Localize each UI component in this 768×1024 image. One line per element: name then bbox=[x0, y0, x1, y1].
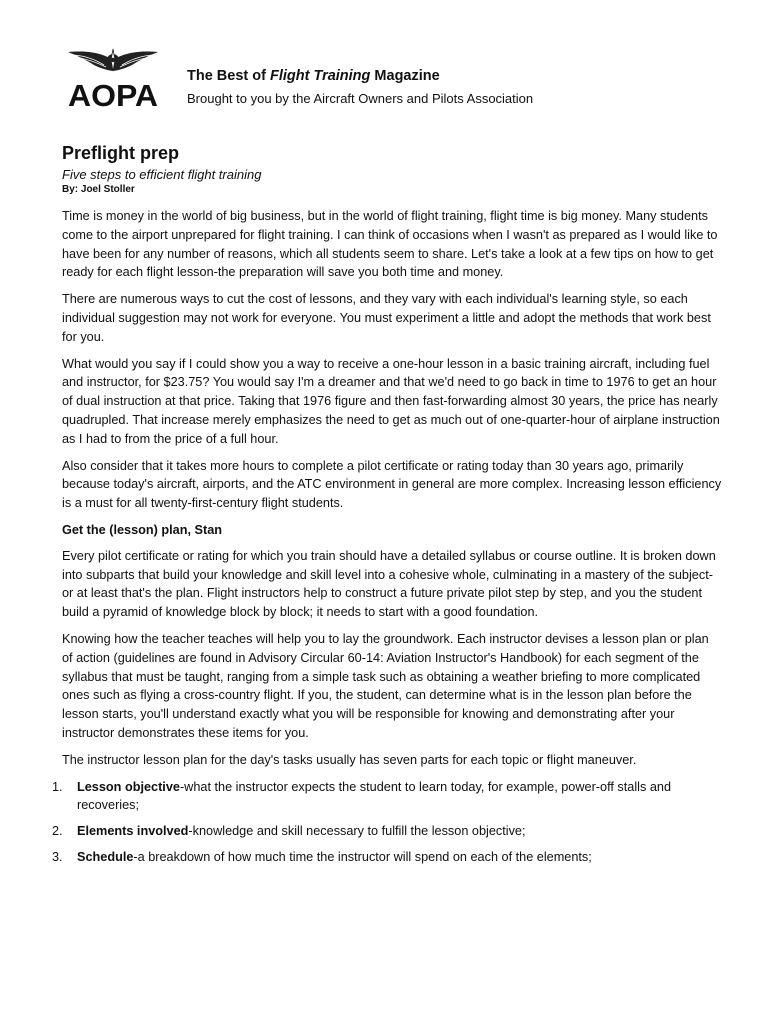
article-title: Preflight prep bbox=[62, 143, 180, 163]
masthead-title-italic: Flight Training bbox=[269, 68, 371, 84]
masthead-title-prefix: The Best of bbox=[187, 68, 270, 84]
article-byline: By: Joel Stoller bbox=[62, 184, 135, 195]
list-item-text: -a breakdown of how much time the instructor will spend on each of the elements; bbox=[133, 849, 592, 864]
aopa-logo-text: AOPA bbox=[68, 78, 158, 110]
paragraph: Also consider that it takes more hours to complete a pilot certificate or rating today than 30 years ago, primarily because today's aircraft, airports, and the ATC environment in general are more complex. Increasing lesson efficiency is a must for all twenty-first-century flight students. bbox=[62, 458, 722, 511]
aopa-logo bbox=[64, 46, 162, 110]
paragraph: Knowing how the teacher teaches will help you to lay the groundwork. Each instructor devises a lesson plan or plan of action (guidelines are found in Advisory Circular 60-14: Aviation Instructor's Handbook) for each segment of the syllabus that must be taught, ranging from a simple task such as obtaining a weather briefing to more complicated ones such as flying a cross-country flight. If you, the student, can determine what is in the lesson plan before the lesson starts, you'll understand exactly what you will be responsible for knowing and demonstrating after your instructor demonstrates these items for you. bbox=[62, 631, 709, 740]
list-item bbox=[52, 848, 722, 867]
list-item-term: Schedule bbox=[77, 849, 134, 864]
article-body bbox=[52, 207, 722, 874]
list-item-number: 2. bbox=[52, 824, 63, 839]
paragraph: Every pilot certificate or rating for which you train should have a detailed syllabus or course outline. It is broken down into subparts that build your knowledge and skill level into a cohesive whole, culminating in a mastery of the subject-or at least that's the plan. Flight instructors help to construct a future private pilot step by step, and you the student build a pyramid of knowledge block by block; it needs to start with a good foundation. bbox=[62, 548, 716, 620]
list-item-text: -knowledge and skill necessary to fulfill the lesson objective; bbox=[188, 824, 526, 839]
article-subtitle: Five steps to efficient flight training bbox=[62, 167, 262, 182]
paragraph: There are numerous ways to cut the cost of lessons, and they vary with each individual's learning style, so each individual suggestion may not work for everyone. You must experiment a little and adopt the methods that work best for you. bbox=[62, 292, 711, 344]
masthead-title-suffix: Magazine bbox=[370, 68, 440, 84]
masthead-title bbox=[187, 68, 440, 84]
list-item-text: -what the instructor expects the student to learn today, for example, power-off stalls and recoveries; bbox=[77, 779, 672, 813]
list-item bbox=[52, 822, 722, 841]
paragraph: What would you say if I could show you a way to receive a one-hour lesson in a basic training aircraft, including fuel and instructor, for $23.75? You would say I'm a dreamer and that we'd need to go back in time to 1976 to get an hour of dual instruction at that price. Taking that 1976 figure and then fast-forwarding almost 30 years, the price has nearly quadrupled. That increase merely emphasizes the need to get as much out of one-quarter-hour of airplane instruction as I had to from the price of a full hour. bbox=[62, 356, 720, 446]
section-heading: Get the (lesson) plan, Stan bbox=[62, 522, 223, 537]
list-item-number: 1. bbox=[52, 779, 63, 794]
list-item bbox=[52, 778, 722, 816]
lesson-plan-list bbox=[52, 778, 722, 867]
list-item-term: Elements involved bbox=[77, 824, 189, 839]
masthead-subtitle: Brought to you by the Aircraft Owners and Pilots Association bbox=[187, 91, 534, 106]
paragraph: Time is money in the world of big business, but in the world of flight training, flight time is big money. Many students come to the airport unprepared for flight training. I can think of occasions when I wasn't as prepared as I would like to have been for any number of reasons, which all students seem to share. Let's take a look at a few tips on how to get ready for each flight lesson-the preparation will save you both time and money. bbox=[62, 209, 718, 280]
paragraph: The instructor lesson plan for the day's tasks usually has seven parts for each topic or flight maneuver. bbox=[62, 752, 637, 767]
list-item-number: 3. bbox=[52, 849, 63, 864]
list-item-term: Lesson objective bbox=[77, 779, 180, 794]
